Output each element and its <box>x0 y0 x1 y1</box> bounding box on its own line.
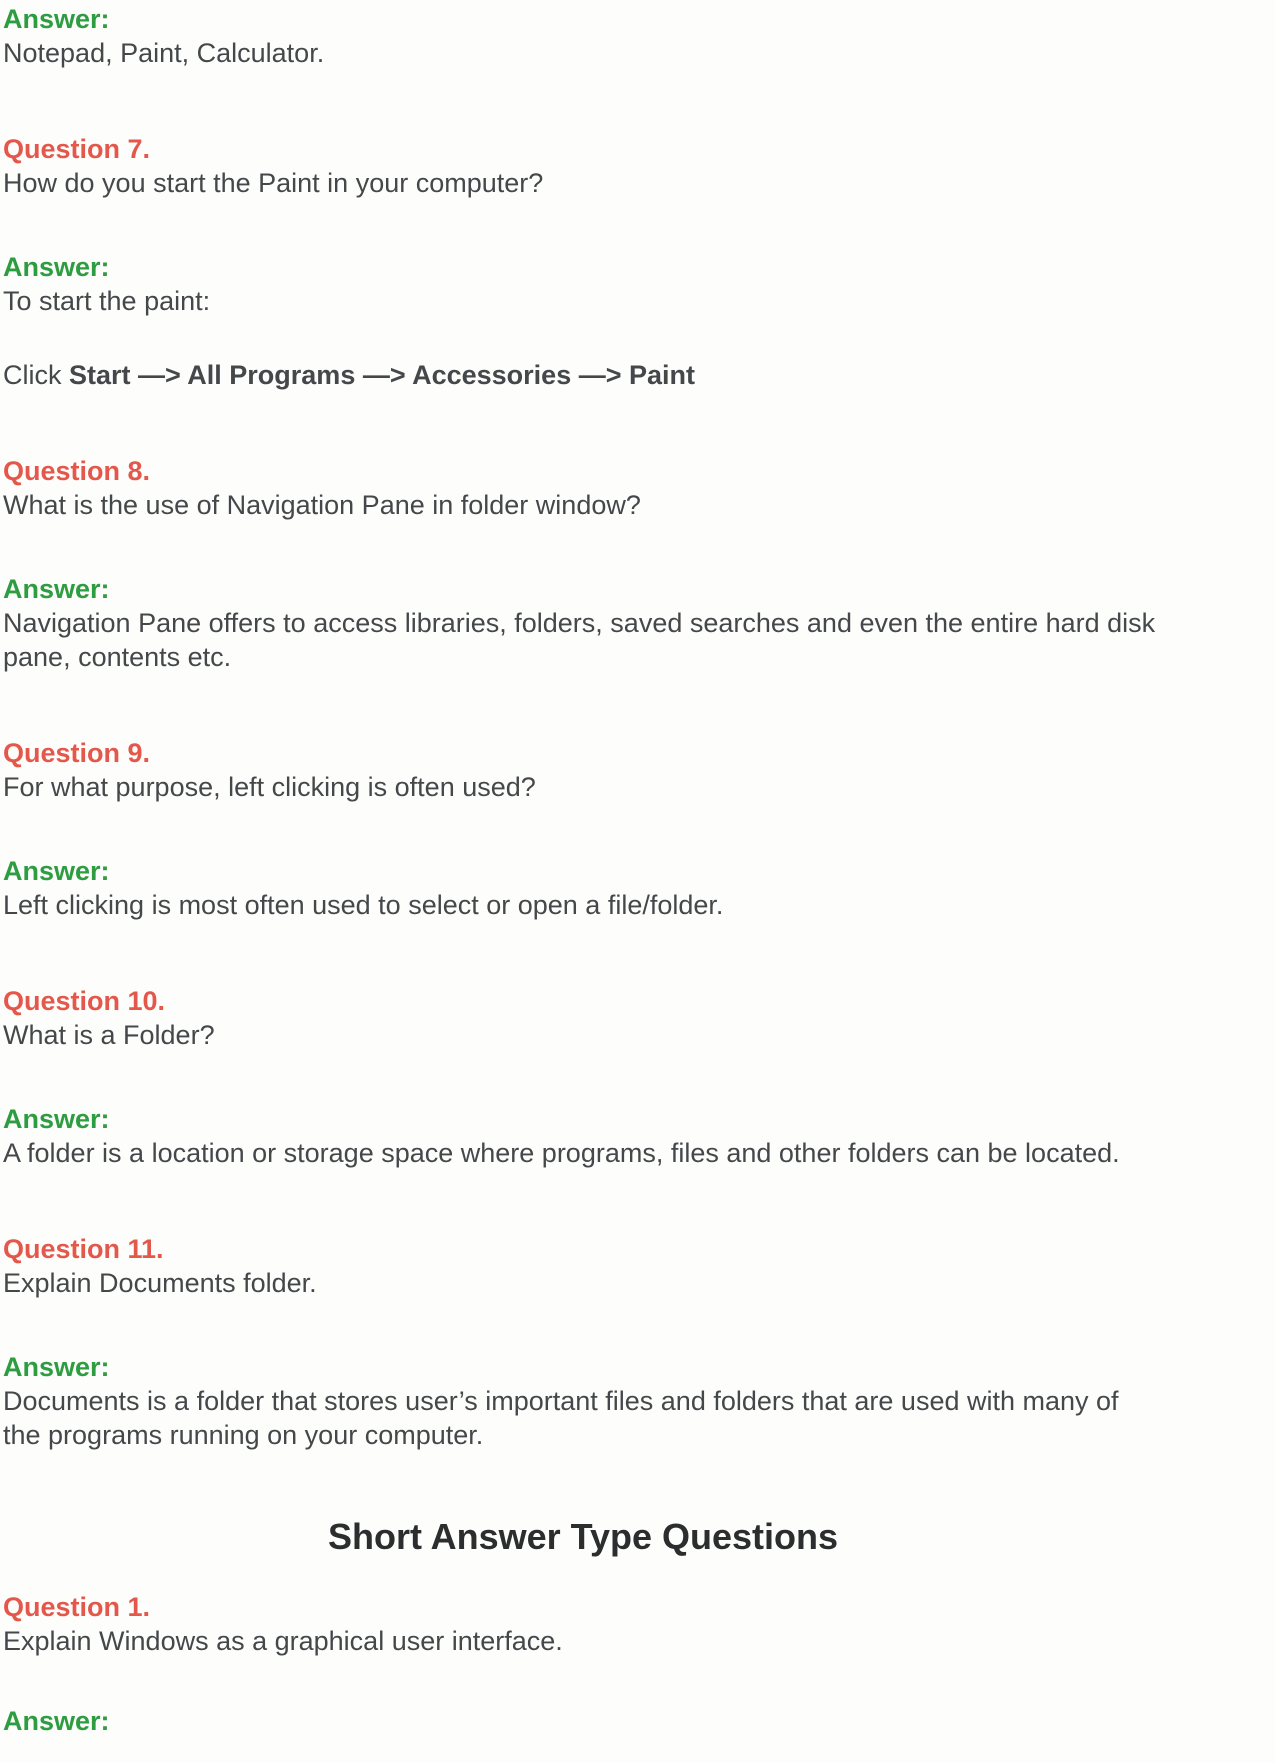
question-label: Question 7. <box>3 134 151 164</box>
question-block-11 <box>3 1232 1163 1300</box>
menu-path-line <box>3 358 1163 392</box>
answer-text: Navigation Pane offers to access libraries, folders, saved searches and even the entire hard disk pane, contents etc. <box>3 608 1156 672</box>
answer-block-7 <box>3 250 1163 318</box>
question-text: How do you start the Paint in your computer? <box>3 168 544 198</box>
path-prefix: Click <box>3 360 69 390</box>
answer-label: Answer: <box>3 856 110 886</box>
question-text: Explain Windows as a graphical user interface. <box>3 1626 563 1656</box>
question-text: What is a Folder? <box>3 1020 215 1050</box>
question-block-7 <box>3 132 1163 200</box>
answer-label: Answer: <box>3 1352 110 1382</box>
answer-label: Answer: <box>3 252 110 282</box>
question-label: Question 11. <box>3 1234 164 1264</box>
question-label: Question 9. <box>3 738 151 768</box>
question-label: Question 1. <box>3 1592 151 1622</box>
path-bold: Start —> All Programs —> Accessories —> Paint <box>69 360 695 390</box>
answer-block-8 <box>3 572 1163 674</box>
answer-label: Answer: <box>3 1706 110 1736</box>
answer-text: A folder is a location or storage space where programs, files and other folders can be located. <box>3 1138 1120 1168</box>
answer-text: To start the paint: <box>3 286 211 316</box>
question-block-10 <box>3 984 1163 1052</box>
question-text: What is the use of Navigation Pane in folder window? <box>3 490 641 520</box>
answer-block-1 <box>3 1704 1163 1738</box>
question-text: Explain Documents folder. <box>3 1268 317 1298</box>
question-label: Question 8. <box>3 456 151 486</box>
question-text: For what purpose, left clicking is often used? <box>3 772 536 802</box>
answer-label: Answer: <box>3 4 110 34</box>
answer-label: Answer: <box>3 1104 110 1134</box>
answer-text: Notepad, Paint, Calculator. <box>3 38 325 68</box>
answer-block-10 <box>3 1102 1163 1170</box>
question-block-1 <box>3 1590 1163 1658</box>
answer-text: Left clicking is most often used to select or open a file/folder. <box>3 890 724 920</box>
answer-text: Documents is a folder that stores user’s important files and folders that are used with many of the programs running on your computer. <box>3 1386 1119 1450</box>
answer-block-11 <box>3 1350 1163 1452</box>
question-label: Question 10. <box>3 986 166 1016</box>
answer-block-9 <box>3 854 1163 922</box>
question-block-9 <box>3 736 1163 804</box>
answer-label: Answer: <box>3 574 110 604</box>
question-block-8 <box>3 454 1163 522</box>
section-heading: Short Answer Type Questions <box>327 1516 839 1557</box>
answer-block-6 <box>3 2 1163 70</box>
